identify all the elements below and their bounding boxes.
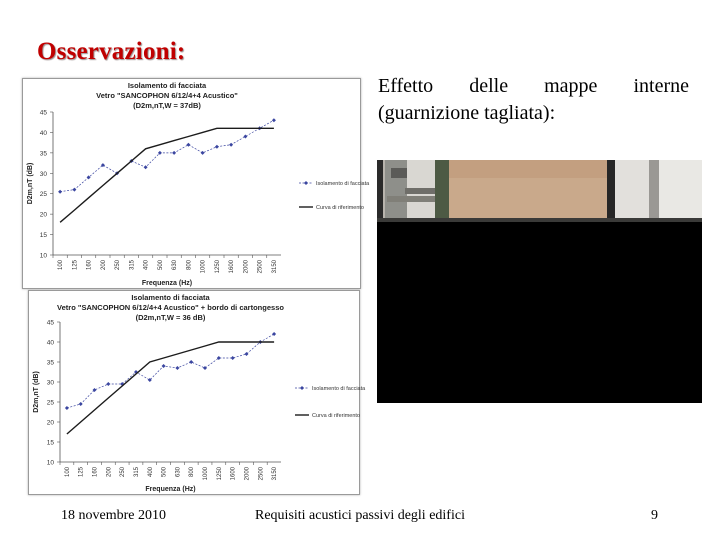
- x-tick-label: 100: [58, 260, 65, 271]
- x-axis-label: Frequenza (Hz): [145, 486, 196, 493]
- y-tick-label: 30: [39, 170, 47, 178]
- data-point: [186, 143, 190, 147]
- x-tick-label: 630: [175, 467, 182, 478]
- x-tick-label: 400: [143, 260, 150, 271]
- x-axis-label: Frequenza (Hz): [141, 280, 193, 287]
- x-tick-label: 1600: [229, 260, 236, 274]
- chart-title: Isolamento di facciata: [127, 81, 207, 90]
- x-tick-label: 200: [106, 467, 113, 478]
- data-point: [201, 151, 205, 155]
- data-point: [175, 366, 179, 370]
- y-tick-label: 45: [39, 109, 47, 117]
- x-tick-label: 2500: [257, 260, 264, 274]
- y-axis-label: D2m,nT (dB): [27, 162, 34, 205]
- y-tick-label: 25: [46, 399, 54, 407]
- series-measured-line: [67, 334, 274, 408]
- y-tick-label: 10: [46, 459, 54, 467]
- series-measured-line: [60, 120, 274, 192]
- data-point: [58, 190, 62, 194]
- x-tick-label: 2500: [258, 467, 265, 481]
- x-tick-label: 315: [129, 260, 136, 271]
- x-tick-label: 3150: [271, 260, 278, 274]
- data-point: [229, 143, 233, 147]
- x-tick-label: 800: [189, 467, 196, 478]
- y-tick-label: 40: [46, 339, 54, 347]
- data-point: [172, 151, 176, 155]
- data-point: [215, 145, 219, 149]
- facade-isolation-chart-1: [22, 78, 370, 289]
- y-tick-label: 25: [39, 191, 47, 199]
- page-number: 9: [651, 508, 658, 523]
- chart-legend: [299, 181, 370, 211]
- chart-legend: [295, 386, 366, 419]
- x-tick-label: 1250: [216, 467, 223, 481]
- chart-svg: [23, 79, 370, 288]
- data-point: [189, 360, 193, 364]
- data-point: [272, 118, 276, 122]
- data-point: [72, 188, 76, 192]
- data-point: [106, 382, 110, 386]
- data-point: [162, 364, 166, 368]
- x-tick-label: 400: [147, 467, 154, 478]
- x-tick-label: 125: [78, 467, 85, 478]
- x-tick-label: 160: [86, 260, 93, 271]
- window-gasket-photo: [377, 160, 702, 403]
- legend-marker-measured: [304, 181, 308, 185]
- y-tick-label: 20: [39, 211, 47, 219]
- x-tick-label: 500: [157, 260, 164, 271]
- data-point: [144, 165, 148, 169]
- series-reference-line: [60, 128, 274, 222]
- legend-label-measured: Isolamento di facciata: [316, 181, 370, 187]
- data-point: [158, 151, 162, 155]
- footer-center-text: Requisiti acustici passivi degli edifici: [255, 508, 465, 523]
- legend-label-measured: Isolamento di facciata: [312, 386, 366, 392]
- x-tick-label: 315: [133, 467, 140, 478]
- data-point: [272, 332, 276, 336]
- x-tick-label: 3150: [272, 467, 279, 481]
- x-tick-label: 250: [115, 260, 122, 271]
- chart-subtitle: Vetro "SANCOPHON 6/12/4+4 Acustico": [96, 91, 238, 100]
- x-tick-label: 1250: [214, 260, 221, 274]
- data-point: [243, 135, 247, 139]
- y-tick-label: 30: [46, 379, 54, 387]
- y-tick-label: 40: [39, 129, 47, 137]
- chart-svg: [29, 291, 366, 494]
- x-tick-label: 100: [64, 467, 71, 478]
- x-tick-label: 2000: [243, 260, 250, 274]
- legend-marker-measured: [300, 386, 304, 390]
- y-tick-label: 10: [39, 252, 47, 260]
- legend-label-reference: Curva di riferimento: [316, 205, 364, 211]
- y-axis-label: D2m,nT (dB): [33, 371, 40, 413]
- x-tick-label: 800: [186, 260, 193, 271]
- x-tick-label: 250: [120, 467, 127, 478]
- data-point: [231, 356, 235, 360]
- y-tick-label: 35: [46, 359, 54, 367]
- slide-title: Osservazioni:: [37, 38, 186, 65]
- data-point: [65, 406, 69, 410]
- slide-description: Effetto delle mappe interne (guarnizione tagliata):: [378, 75, 689, 124]
- series-reference-line: [67, 342, 274, 434]
- y-tick-label: 20: [46, 419, 54, 427]
- facade-isolation-chart-2: [28, 290, 366, 495]
- x-tick-label: 1600: [230, 467, 237, 481]
- x-tick-label: 125: [72, 260, 79, 271]
- y-tick-label: 45: [46, 319, 54, 327]
- x-tick-label: 200: [100, 260, 107, 271]
- x-tick-label: 1000: [203, 467, 210, 481]
- x-tick-label: 2000: [244, 467, 251, 481]
- x-tick-label: 160: [92, 467, 99, 478]
- x-tick-label: 1000: [200, 260, 207, 274]
- footer-date: 18 novembre 2010: [61, 508, 166, 523]
- legend-label-reference: Curva di riferimento: [312, 413, 360, 419]
- chart-subtitle-2: (D2m,nT,W = 36 dB): [135, 313, 206, 322]
- window-gasket-photo-image: [377, 160, 702, 403]
- x-tick-label: 630: [172, 260, 179, 271]
- y-tick-label: 35: [39, 150, 47, 158]
- data-point: [79, 402, 83, 406]
- x-tick-label: 500: [161, 467, 168, 478]
- y-tick-label: 15: [39, 232, 47, 240]
- y-tick-label: 15: [46, 439, 54, 447]
- chart-subtitle: Vetro "SANCOPHON 6/12/4+4 Acustico" + bordo di cartongesso: [57, 303, 284, 312]
- chart-title: Isolamento di facciata: [131, 293, 210, 302]
- chart-subtitle-2: (D2m,nT,W = 37dB): [133, 101, 201, 110]
